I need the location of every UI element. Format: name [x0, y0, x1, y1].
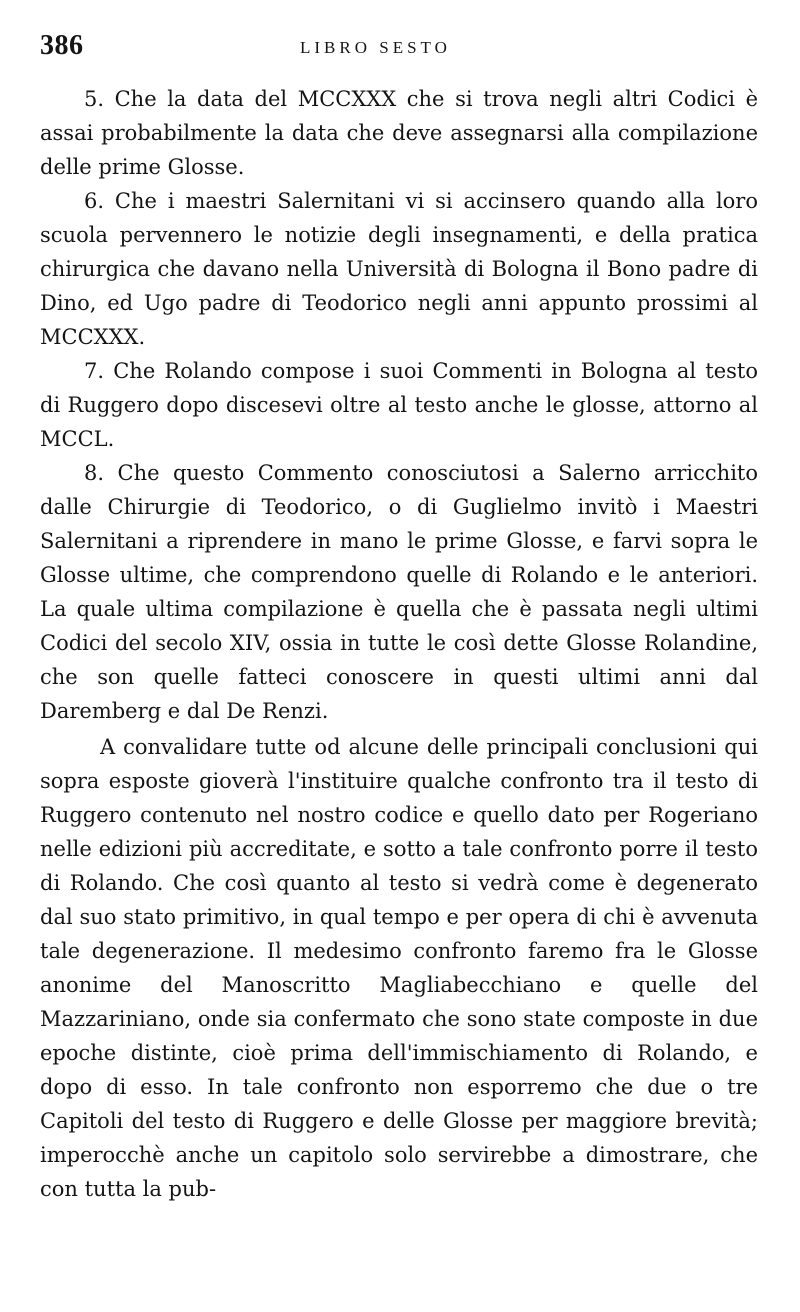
page-number: 386 [40, 30, 84, 61]
book-page [40, 30, 758, 1295]
body-paragraph: A convalidare tutte od alcune delle principali conclusioni qui sopra esposte gioverà l'instituire qualche confronto tra il testo di Ruggero contenuto nel nostro codice e quello dato per Rogeriano nelle edizioni più accreditate, e sotto a tale confronto porre il testo di Rolando. Che così quanto al testo si vedrà come è degenerato dal suo stato primitivo, in qual tempo e per opera di chi è avvenuta tale degenerazione. Il medesimo confronto faremo fra le Glosse anonime del Manoscritto Magliabecchiano e quelle del Mazzariniano, onde sia confermato che sono state composte in due epoche distinte, cioè prima dell'immischiamento di Rolando, e dopo di esso. In tale confronto non esporremo che due o tre Capitoli del testo di Ruggero e delle Glosse per maggiore brevità; imperocchè anche un capitolo solo servirebbe a dimostrare, che con tutta la pub- [40, 735, 758, 1201]
numbered-paragraph-8: 8. Che questo Commento conosciutosi a Salerno arricchito dalle Chirurgie di Teodorico, o di Guglielmo invitò i Maestri Salernitani a riprendere in mano le prime Glosse, e farvi sopra le Glosse ultime, che comprendono quelle di Rolando e le anteriori. La quale ultima compilazione è quella che è passata negli ultimi Codici del secolo XIV, ossia in tutte le così dette Glosse Rolandine, che son quelle fatteci conoscere in questi ultimi anni dal Daremberg e dal De Renzi. [40, 461, 758, 723]
numbered-paragraph-5: 5. Che la data del MCCXXX che si trova negli altri Codici è assai probabilmente la data che deve assegnarsi alla compilazione delle prime Glosse. [40, 87, 758, 179]
page-header [40, 30, 758, 72]
numbered-paragraph-7: 7. Che Rolando compose i suoi Commenti in Bologna al testo di Ruggero dopo discesevi oltre al testo anche le glosse, attorno al MCCL. [40, 359, 758, 451]
numbered-paragraph-6: 6. Che i maestri Salernitani vi si accinsero quando alla loro scuola pervennero le notizie degli insegnamenti, e della pratica chirurgica che davano nella Università di Bologna il Bono padre di Dino, ed Ugo padre di Teodorico negli anni appunto prossimi al MCCXXX. [40, 189, 758, 349]
page-body [40, 82, 758, 1206]
running-title: LIBRO SESTO [300, 38, 451, 57]
